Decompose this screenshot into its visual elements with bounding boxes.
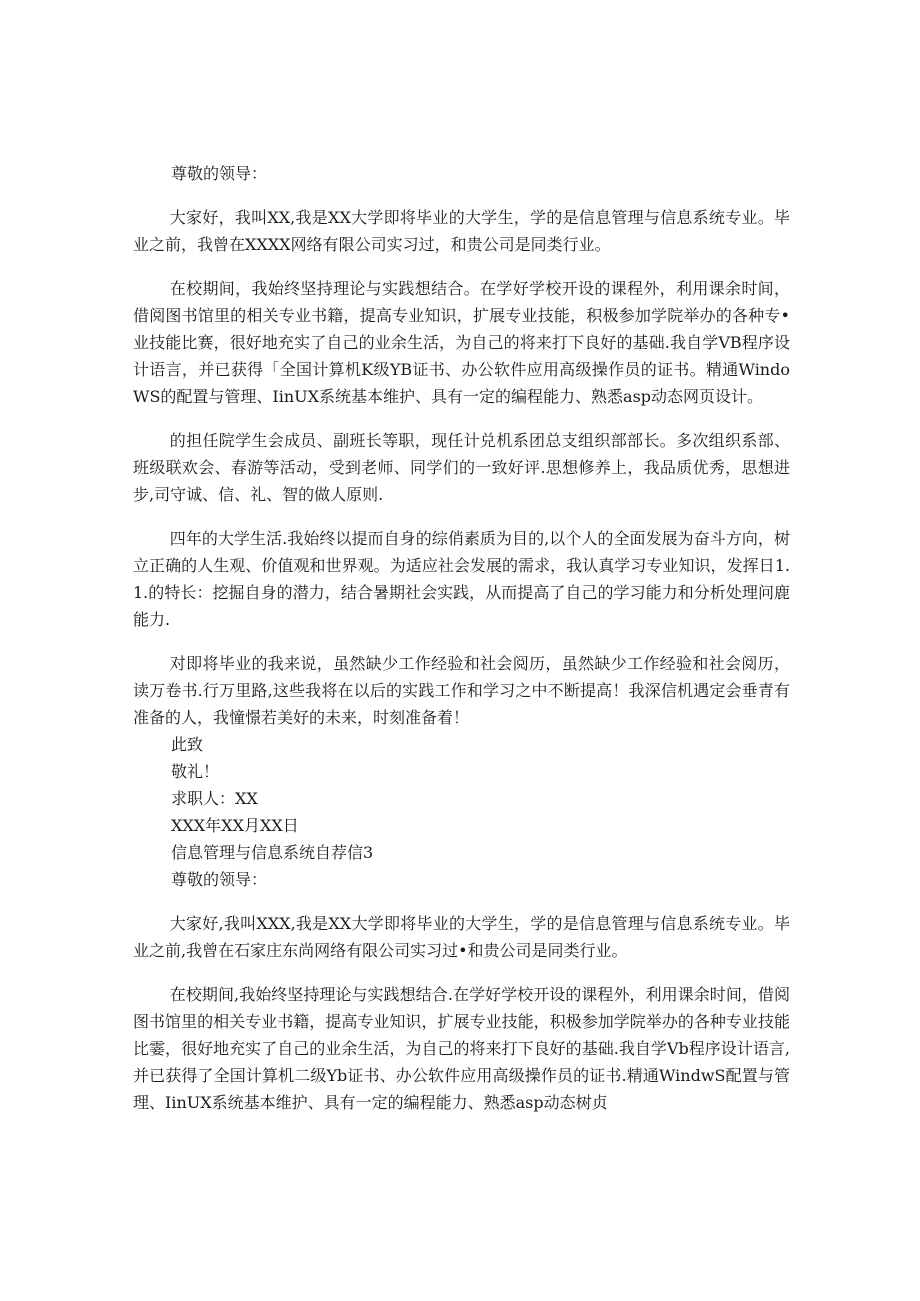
closing-jing-li: 敬礼！ (171, 762, 220, 781)
paragraph-study: 在校期间，我始终坚持理论与实践想结合。在学好学校开设的课程外，利用课余时间，借阅图书馆里的相关专业书籍，提高专业知识，扩展专业技能，积极参加学院举办的各种专•业技能比赛，很好地充实了自己的业余生活，为自己的将来打下良好的基础.我自学VB程序设计语言，并已获得「全国计算机K级YB证书、办公软件应用高级操作员的证书。精通WindoWS的配置与管理、IinUX系统基本维护、具有一定的编程能力、熟悉asp动态网页设计。 (133, 279, 790, 406)
salutation: 尊敬的领导： (171, 164, 268, 183)
paragraph-intro: 大家好，我叫XX,我是XX大学即将毕业的大学生，学的是信息管理与信息系统专业。毕业之前，我曾在XXXX网络有限公司实习过，和贵公司是同类行业。 (133, 208, 790, 254)
signer: 求职人：XX (171, 789, 258, 808)
date: XXX年XX月XX日 (171, 816, 299, 835)
paragraph-outlook: 对即将毕业的我来说，虽然缺少工作经验和社会阅历，虽然缺少工作经验和社会阅历，读万卷书.行万里路,这些我将在以后的实践工作和学习之中不断提高！我深信机遇定会垂青有准备的人，我憧憬若美好的未来，时刻准备着！ (133, 654, 790, 727)
paragraph-growth: 四年的大学生活.我始终以提而自身的综俏素质为目的,以个人的全面发展为奋斗方向，树立正确的人生观、价值观和世界观。为适应社会发展的需求，我认真学习专业知识，发挥日1.1.的特长：挖掘自身的潜力，结合暑期社会实践，从而提高了自己的学习能力和分析处理问鹿能力. (133, 529, 790, 629)
letter-heading: 信息管理与信息系统自荐信3 (171, 843, 374, 862)
paragraph-study-2: 在校期间,我始终坚持理论与实践想结合.在学好学校开设的课程外，利用课余时间，借阅图书馆里的相关专业书籍，提高专业知识，扩展专业技能，积极参加学院举办的各种专业技能比霎，很好地充实了自己的业余生活，为自己的将来打下良好的基础.我自学Vb程序设计语言,并已获得了全国计算机二级Yb证书、办公软件应用高级操作员的证书.精通WindwS配置与管理、IinUX系统基本维护、具有一定的编程能力、熟悉asp动态树贞 (133, 985, 790, 1112)
paragraph-activities: 的担任院学生会成员、副班长等职，现任计兑机系团总支组织部部长。多次组织系部、班级联欢会、春游等活动，受到老师、同学们的一致好评.思想修养上，我品质优秀，思想进步,司守诚、信、礼、智的做人原则. (133, 431, 790, 504)
document-page (133, 160, 790, 1116)
closing-ci-zhi: 此致 (171, 735, 204, 754)
salutation-2: 尊敬的领导： (171, 870, 268, 889)
paragraph-intro-2: 大家好,我叫XXX,我是XX大学即将毕业的大学生，学的是信息管理与信息系统专业。毕业之前,我曾在石家庄东尚网络有限公司实习过•和贵公司是同类行业。 (133, 914, 790, 960)
